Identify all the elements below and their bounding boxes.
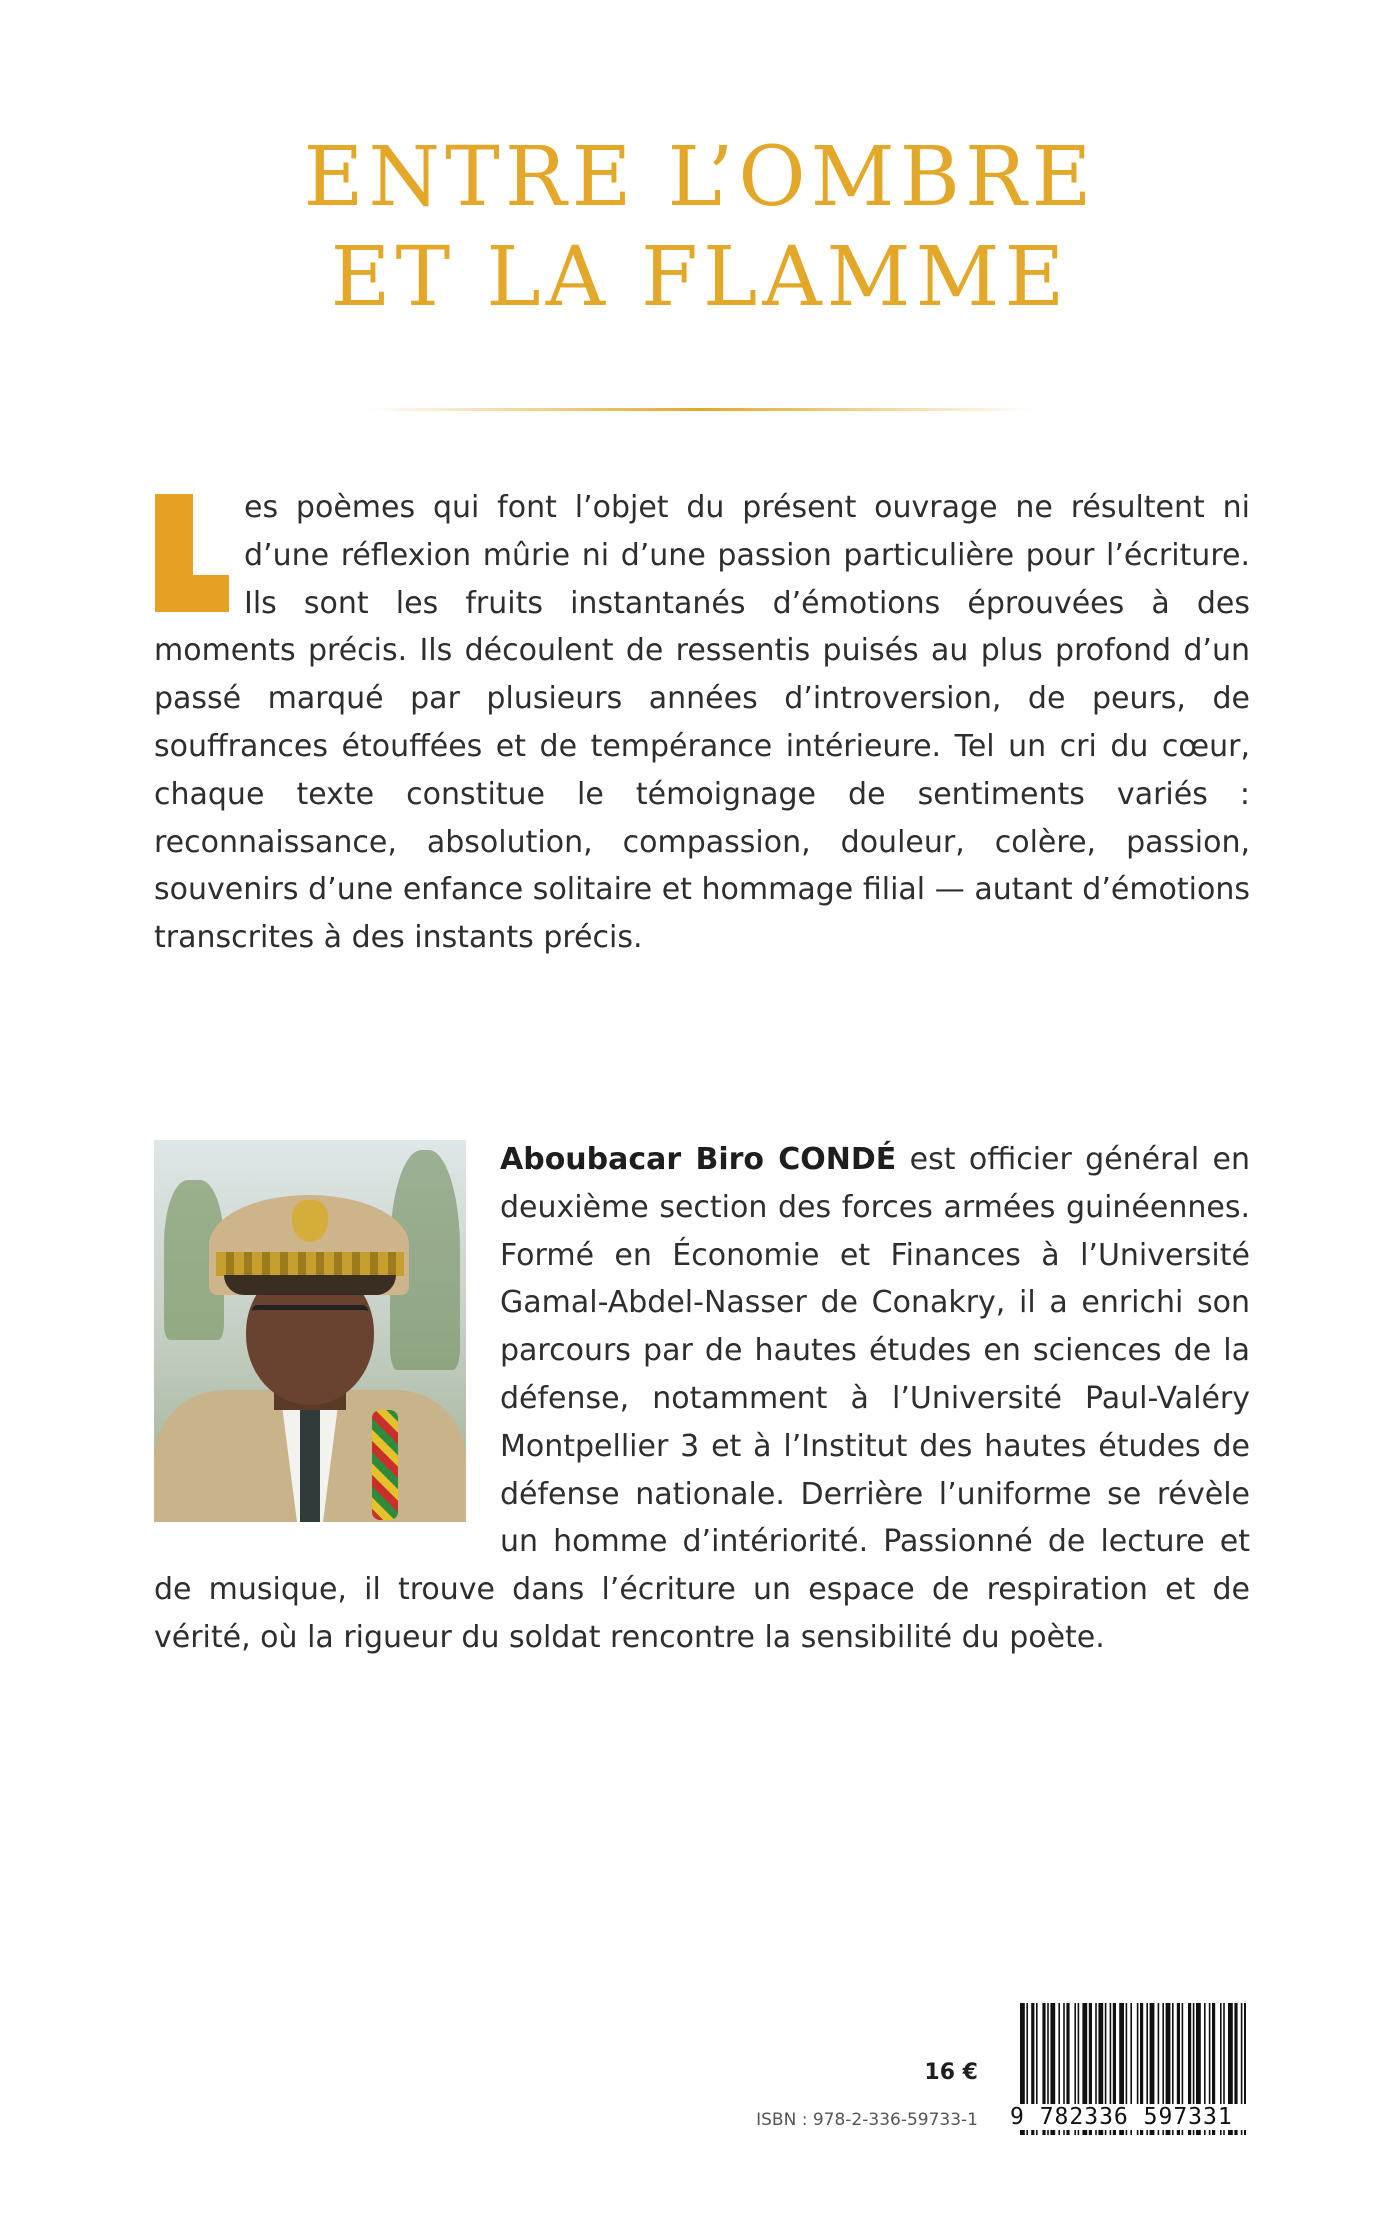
title-line-2: ET LA FLAMME <box>330 230 1070 325</box>
author-photo <box>154 1140 466 1522</box>
author-biography <box>154 1136 1250 1662</box>
title-line-1: ENTRE L’OMBRE <box>303 130 1097 225</box>
book-title <box>0 128 1400 328</box>
synopsis-text: es poèmes qui font l’objet du présent ouvrage ne résultent ni d’une réflexion mûrie ni d’une passion particulière pour l’écriture. Ils sont les fruits instantanés d’émotions éprouvées à des moments précis. Ils découlent de ressentis puisés au plus profond d’un passé marqué par plusieurs années d’introversion, de peurs, de souffrances étouffées et de tempérance intérieure. Tel un cri du cœur, chaque texte constitue le témoignage de sentiments variés : reconnaissance, absolution, compassion, douleur, colère, passion, souvenirs d’une enfance solitaire et hommage filial — autant d’émotions transcrites à des instants précis. <box>154 490 1250 956</box>
title-divider <box>365 408 1035 411</box>
price-label: 16 € <box>924 2060 978 2085</box>
isbn-label: ISBN : 978-2-336-59733-1 <box>756 2110 978 2130</box>
synopsis-paragraph <box>154 484 1250 962</box>
author-bio-text: est officier général en deuxième section des forces armées guinéennes. Formé en Économie et Finances à l’Université Gamal-Abdel-Nasser de Conakry, il a enrichi son parcours par de hautes études en sciences de la défense, notamment à l’Université Paul-Valéry Montpellier 3 et à l’Institut des hautes études de défense nationale. Derrière l’uniforme se révèle un homme d’intériorité. Passionné de lecture et de musique, il trouve dans l’écriture un espace de respiration et de vérité, où la rigueur du soldat rencontre la sensibilité du poète. <box>154 1142 1251 1655</box>
author-name: Aboubacar Biro CONDÉ <box>500 1142 897 1177</box>
barcode-digits: 9 782336 597331 <box>1010 2104 1250 2130</box>
